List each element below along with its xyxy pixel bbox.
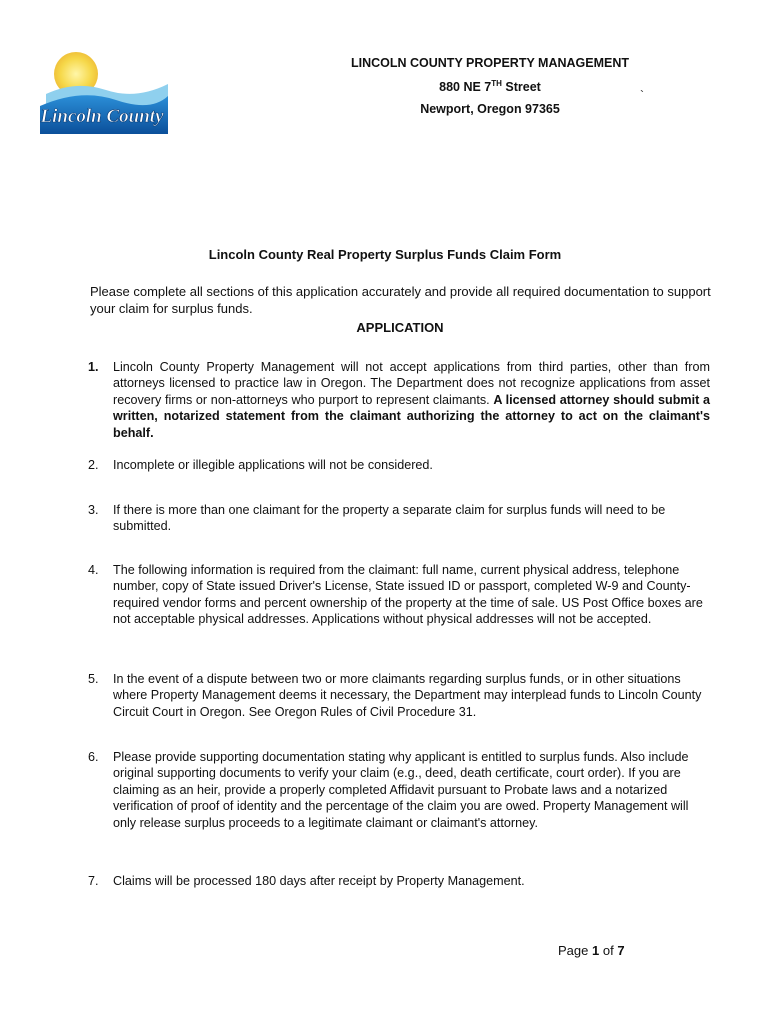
list-item	[88, 359, 710, 441]
street-address: 880 NE 7TH Street	[439, 79, 541, 95]
item-text: Lincoln County Property Management will not accept applications from third parties, other than from attorneys licensed to practice law in Oregon. The Department does not recognize applications from asset recovery firms or non-attorneys who purport to represent claimants.	[113, 360, 710, 407]
item-number: 6.	[88, 750, 99, 764]
intro-paragraph: Please complete all sections of this application accurately and provide all required documentation to support your claim for surplus funds.	[90, 284, 711, 316]
item-number: 3.	[88, 503, 99, 517]
item-text: In the event of a dispute between two or more claimants regarding surplus funds, or in other situations where Property Management deems it necessary, the Department may interplead funds to Lincoln County Circuit Court in Oregon. See Oregon Rules of Civil Procedure 31.	[113, 672, 702, 719]
item-text: Please provide supporting documentation stating why applicant is entitled to surplus funds. Also include original supporting documents to verify your claim (e.g., deed, death certificate, court order). If you are claiming as an heir, provide a properly completed Affidavit pursuant to Probate laws and a notarized verification of proof of identity and the percentage of the claim you are owed. Property Management will only release surplus proceeds to a legitimate claimant or claimant's attorney.	[113, 750, 689, 830]
agency-name: LINCOLN COUNTY PROPERTY MANAGEMENT	[350, 56, 630, 70]
application-heading: APPLICATION	[356, 320, 444, 335]
item-text: If there is more than one claimant for the property a separate claim for surplus funds will need to be submitted.	[113, 503, 666, 534]
item-number: 7.	[88, 874, 99, 888]
form-title: Lincoln County Real Property Surplus Funds Claim Form	[208, 247, 562, 262]
item-bold-text: A licensed attorney should submit a written, notarized statement from the claimant authorizing the attorney to act on the claimant's behalf.	[113, 392, 710, 440]
list-item	[88, 502, 710, 535]
item-text: Incomplete or illegible applications will not be considered.	[113, 458, 433, 472]
item-text: Claims will be processed 180 days after receipt by Property Management.	[113, 874, 525, 888]
lincoln-county-logo	[36, 50, 168, 134]
city-state-zip: Newport, Oregon 97365	[420, 102, 560, 116]
list-item	[88, 457, 710, 473]
item-number: 4.	[88, 563, 99, 577]
item-text: The following information is required from the claimant: full name, current physical address, telephone number, copy of State issued Driver's License, State issued ID or passport, completed W-9 and County-required vendor forms and percent ownership of the property at the time of sale. US Post Office boxes are not acceptable physical addresses. Applications without physical addresses will not be accepted.	[113, 563, 703, 627]
page-number: Page 1 of 7	[558, 943, 625, 958]
list-item	[88, 873, 710, 889]
item-number: 1.	[88, 360, 99, 374]
item-number: 2.	[88, 458, 99, 472]
list-item	[88, 671, 710, 720]
item-number: 5.	[88, 672, 99, 686]
list-item	[88, 562, 710, 628]
list-item	[88, 749, 710, 831]
stray-mark: `	[640, 88, 644, 102]
svg-text:Lincoln County: Lincoln County	[40, 106, 164, 127]
